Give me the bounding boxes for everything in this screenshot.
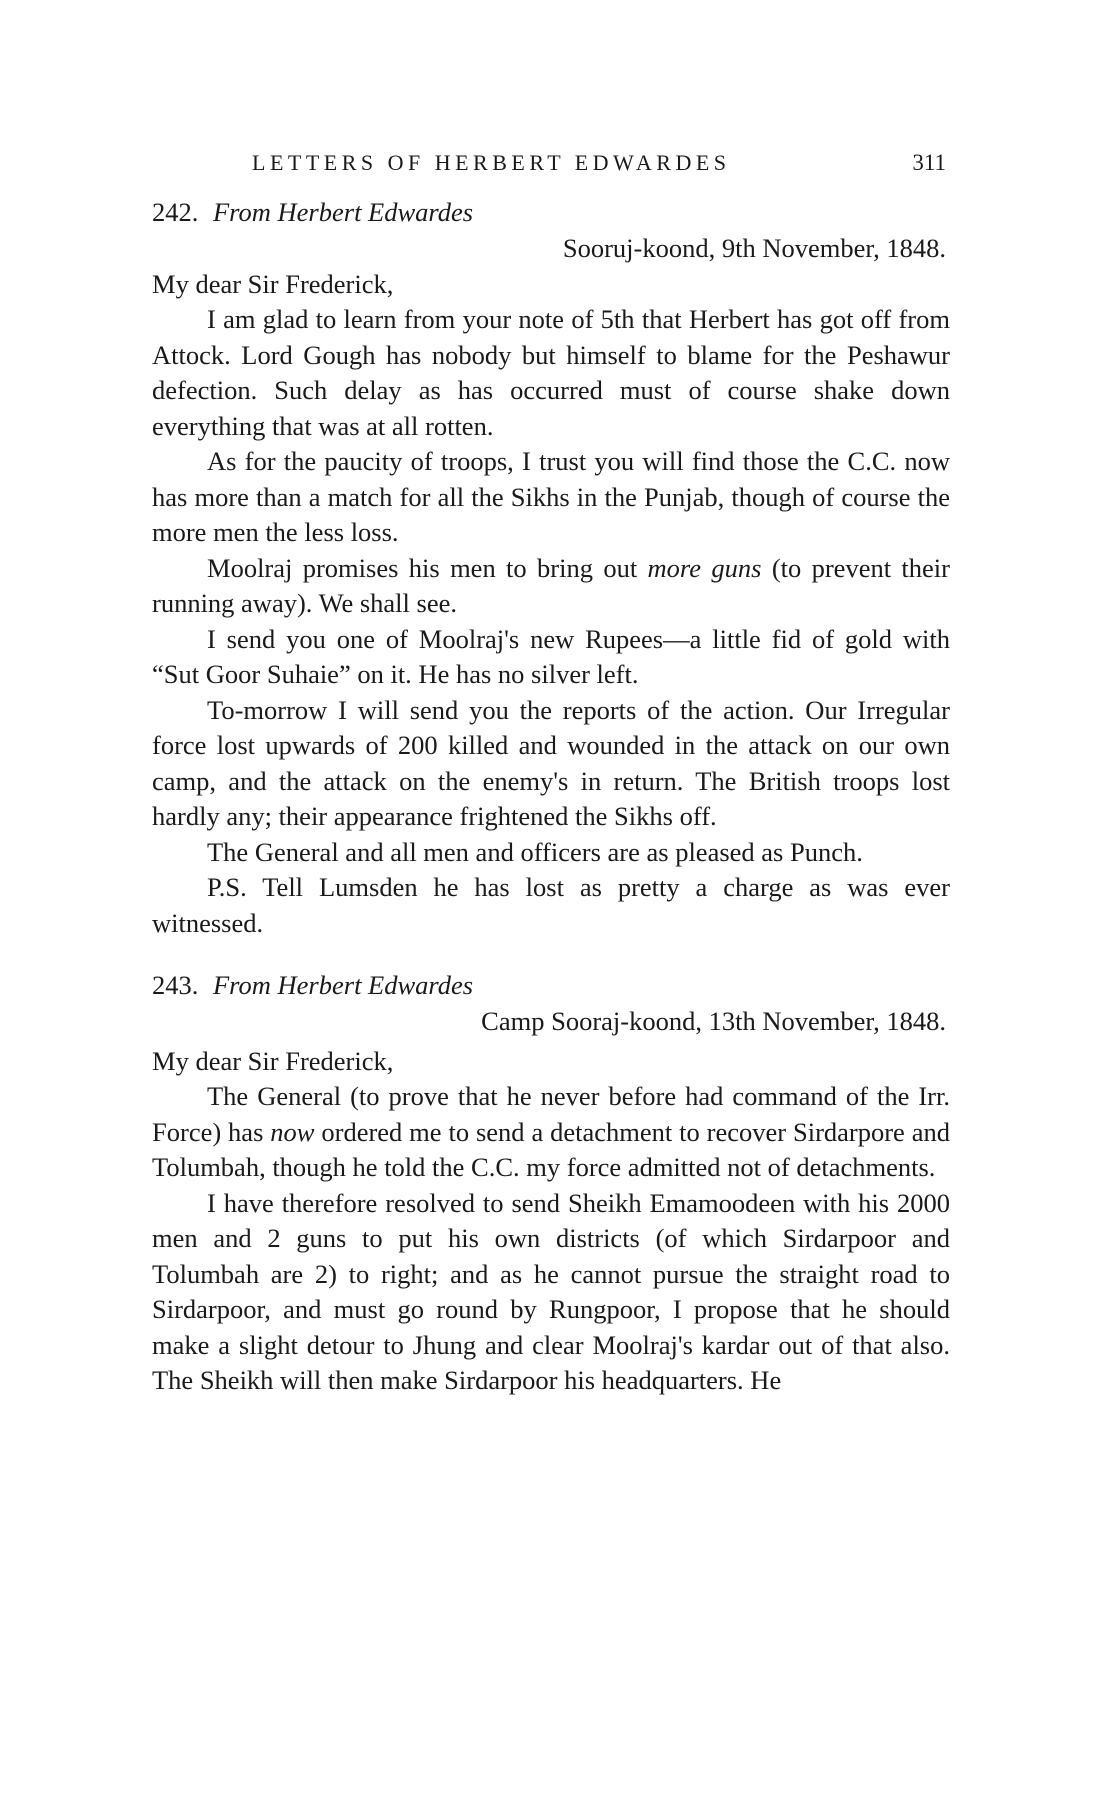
- paragraph-emphasis: more guns: [647, 552, 762, 583]
- letter-dateline: Camp Sooraj-koond, 13th November, 1848.: [481, 1006, 946, 1036]
- letter-salutation: My dear Sir Frederick,: [152, 1046, 394, 1076]
- paragraph-text: (to prevent their running away). We shall see.: [152, 552, 950, 618]
- running-title: LETTERS OF HERBERT EDWARDES: [252, 150, 731, 175]
- letter-number: 242.: [152, 197, 199, 227]
- book-page: [152, 150, 950, 1399]
- paragraph: I am glad to learn from your note of 5th that Herbert has got off from Attock. Lord Gough has nobody but himself to blame for the Peshawur defection. Such delay as has occurred must of course shake down everything that was at all rotten.: [152, 304, 950, 441]
- paragraph: [152, 551, 950, 622]
- paragraph: I have therefore resolved to send Sheikh Emamoodeen with his 2000 men and 2 guns to put his own districts (of which Sirdarpoor and Tolumbah are 2) to right; and as he cannot pursue the straight road to Sirdarpoor, and must go round by Rungpoor, I propose that he should make a slight detour to Jhung and clear Moolraj's kardar out of that also. The Sheikh will then make Sirdarpoor his headquarters. He: [152, 1187, 950, 1395]
- paragraph: I send you one of Moolraj's new Rupees—a little fid of gold with “Sut Goor Suhaie” on it. He has no silver left.: [152, 623, 950, 689]
- paragraph-text: Moolraj promises his men to bring out: [207, 552, 648, 583]
- paragraph: [152, 1079, 950, 1186]
- letter-number: 243.: [152, 970, 199, 1000]
- paragraph-text: The General (to prove that he never before had command of the Irr. Force) has: [152, 1081, 950, 1147]
- paragraph: As for the paucity of troops, I trust you will find those the C.C. now has more than a match for all the Sikhs in the Punjab, though of course the more men the less loss.: [152, 446, 950, 547]
- postscript: P.S. Tell Lumsden he has lost as pretty a charge as was ever witnessed.: [152, 872, 950, 938]
- paragraph-emphasis: now: [270, 1116, 315, 1147]
- paragraph-text: ordered me to send a detachment to recover Sirdarpore and Tolumbah, though he told the C.C. my force admitted not of detachments.: [152, 1116, 950, 1182]
- paragraph: The General and all men and officers are as pleased as Punch.: [207, 836, 863, 867]
- letter-salutation: My dear Sir Frederick,: [152, 269, 394, 299]
- letter-heading: [152, 967, 950, 1003]
- letter-heading: [152, 194, 950, 230]
- letter-242: [152, 194, 950, 941]
- running-head: [152, 150, 950, 194]
- page-number: 311: [912, 150, 946, 175]
- letter-author: From Herbert Edwardes: [213, 970, 474, 1000]
- letter-author: From Herbert Edwardes: [213, 197, 474, 227]
- letter-dateline: Sooruj-koond, 9th November, 1848.: [562, 233, 946, 263]
- letter-243: [152, 967, 950, 1399]
- paragraph: To-morrow I will send you the reports of the action. Our Irregular force lost upwards of 200 killed and wounded in the attack on our own camp, and the attack on the enemy's in return. The British troops lost hardly any; their appearance frightened the Sikhs off.: [152, 694, 950, 831]
